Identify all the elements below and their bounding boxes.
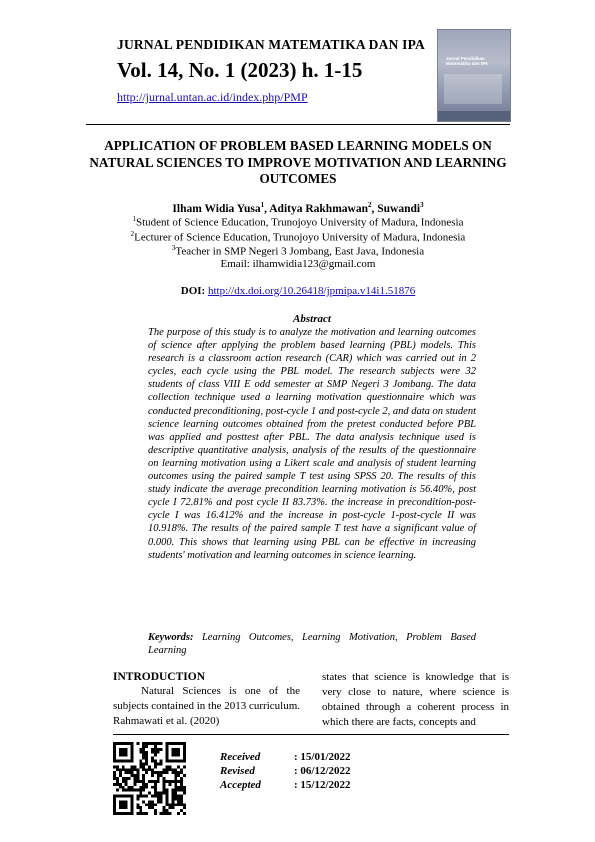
affiliation-sup: 2 <box>130 230 135 238</box>
cover-footer-bar <box>438 111 510 121</box>
affiliation-text: Student of Science Education, Trunojoyo University of Madura, Indonesia <box>135 216 464 229</box>
keywords-text: Learning Outcomes, Learning Motivation, Problem Based Learning <box>148 632 477 656</box>
introduction-heading: INTRODUCTION <box>113 671 206 683</box>
accepted-date: : 15/12/2022 <box>294 779 351 791</box>
cover-title: Jurnal Pendidikan Matematika dan IPA <box>446 56 489 66</box>
affiliation-sup: 1 <box>132 215 136 223</box>
doi-link[interactable]: http://dx.doi.org/10.26418/jpmipa.v14i1.51876 <box>207 285 416 297</box>
received-date: : 15/01/2022 <box>294 751 351 763</box>
affiliation-3 <box>86 244 510 258</box>
journal-name: JURNAL PENDIDIKAN MATEMATIKA DAN IPA <box>117 37 425 52</box>
abstract-text: The purpose of this study is to analyze the motivation and learning outcomes of science after applying the problem based learning (PBL) models. This research is a classroom action research (CAR) which was carried out in 2 cycles, each cycle using the PBL model. The research subjects were 32 students of class VIII E odd semester at SMP Negeri 3 Jombang. The data collection technique used a learning motivation questionnaire which was conducted preconditioning, post-cycle 1 and post-cycle 2, and data on student science learning outcomes obtained from the pretest conducted before PBL was applied and posttest after PBL. The data analysis technique used is descriptive quantitative analysis, analysis of the results of the questionnaire on learning motivation using a Likert scale and analysis of student learning outcomes using the paired sample T test using SPSS 20. The results of this study indicate the average precondition learning motivation is 56.40%, post cycle I 72.81% and post cycle II 83.73%. the increase in precondition-post-cycle I was 16.412% and the increase in post-cycle 1-post-cycle II was 10.918%. The results of the paired sample T test have a significant value of 0.000. This shows that learning using PBL can be effective in increasing students' motivation and learning outcomes in science learning. <box>148 327 476 561</box>
intro-column-right: states that science is knowledge that is very close to nature, where science is obtained through a coherent process in which there are facts, concepts and <box>322 671 509 728</box>
article-title: APPLICATION OF PROBLEM BASED LEARNING MODELS ON NATURAL SCIENCES TO IMPROVE MOTIVATION AND LEARNING OUTCOMES <box>89 138 507 186</box>
cover-graphic <box>444 74 502 104</box>
journal-cover-image <box>437 29 511 122</box>
revised-date: : 06/12/2022 <box>294 765 351 777</box>
volume-info: Vol. 14, No. 1 (2023) h. 1-15 <box>117 58 363 82</box>
affiliation-1 <box>86 215 510 229</box>
revised-label: Revised <box>220 765 255 777</box>
keywords-label: Keywords: <box>148 632 194 643</box>
affiliation-sup: 3 <box>171 244 176 252</box>
author-sup: 3 <box>420 201 424 209</box>
intro-column-left: Natural Sciences is one of the subjects contained in the 2013 curriculum. Rahmawati et al. (2020) <box>113 685 300 727</box>
keywords <box>148 631 476 657</box>
accepted-label: Accepted <box>220 779 261 791</box>
author-email: Email: ilhamwidia123@gmail.com <box>220 258 376 270</box>
affiliation-text: Lecturer of Science Education, Trunojoyo University of Madura, Indonesia <box>134 231 466 244</box>
affiliation-2 <box>86 230 510 244</box>
author-sup: 2 <box>367 201 372 209</box>
author-name: Ilham Widia Yusa <box>172 202 261 215</box>
author-name: Suwandi <box>377 202 421 215</box>
author-sup: 1 <box>260 201 265 209</box>
author-list: Ilham Widia Yusa$^1$, Aditya Rakhmawan$^2$, Suwandi$^3$ <box>172 201 424 215</box>
received-label: Received <box>220 751 261 763</box>
doi-line <box>86 285 510 297</box>
abstract-heading: Abstract <box>293 313 331 325</box>
qr-code-icon <box>113 742 186 815</box>
header-divider <box>86 124 510 125</box>
footer-divider <box>113 734 509 735</box>
journal-url-link[interactable]: http://jurnal.untan.ac.id/index.php/PMP <box>117 90 308 104</box>
doi-label: DOI: <box>180 285 206 297</box>
author-name: Aditya Rakhmawan <box>269 202 368 215</box>
affiliation-text: Teacher in SMP Negeri 3 Jombang, East Java, Indonesia <box>175 245 425 258</box>
